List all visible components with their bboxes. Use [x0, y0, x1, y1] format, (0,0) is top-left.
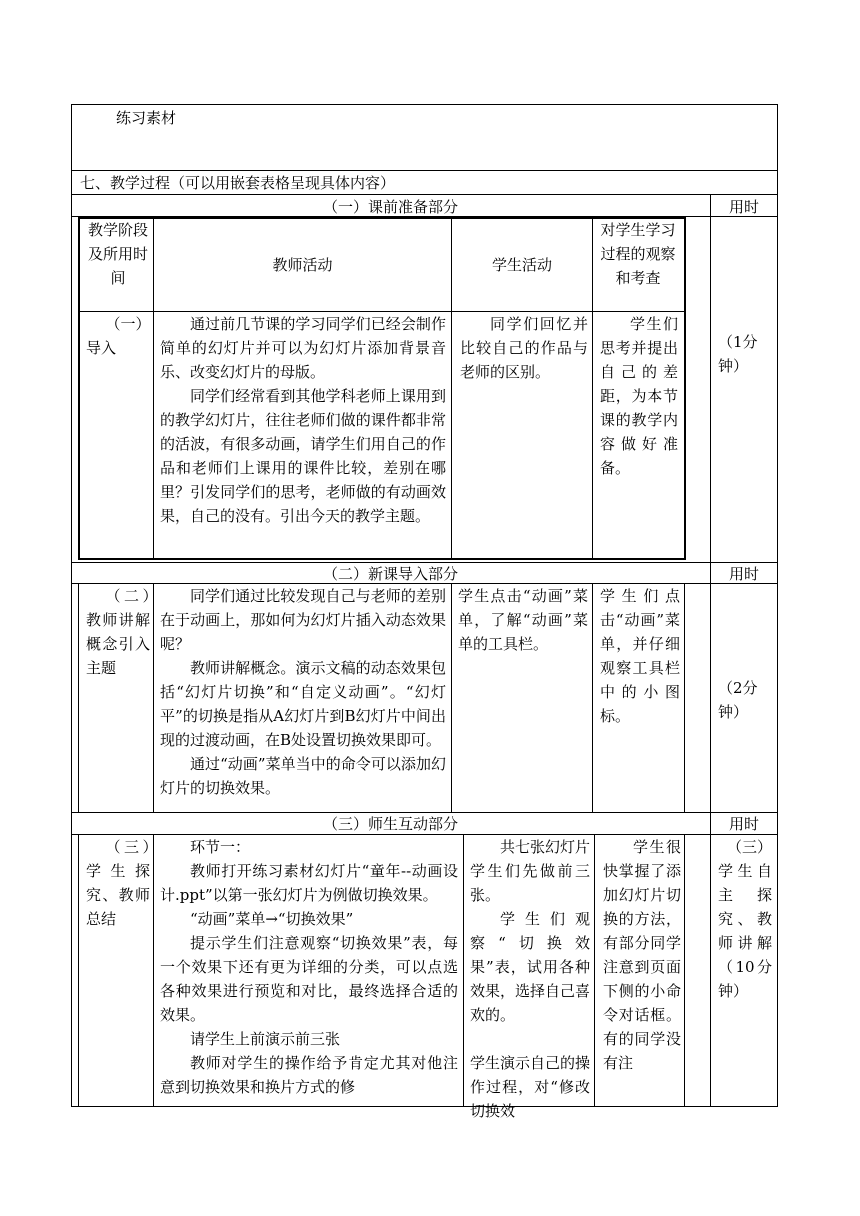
part3-student-para: 学生们观察“切换效果”表，试用各种效果，选择自己喜欢的。: [470, 910, 591, 1024]
part1-title: （一）课前准备部分: [322, 198, 458, 216]
part1-time: （1分钟）: [718, 333, 758, 375]
header-stage: 教学阶段及所用时间: [87, 221, 148, 287]
part2-time-label: 用时: [728, 565, 759, 583]
part2-time: （2分钟）: [718, 679, 758, 721]
part1-teacher: [160, 312, 446, 528]
part2-teacher-para: 教师讲解概念。演示文稿的动态效果包括“幻灯片切换”和“自定义动画”。“幻灯平”的切换是指从A幻灯片到B幻灯片中间出现的过渡动画，在B处设置切换效果即可。: [160, 659, 446, 749]
part3-observe: 学生很快掌握了添加幻灯片切换的方法，有部分同学注意到页面下侧的小命令对话框。有的同学没有注: [603, 838, 681, 1072]
part2-title: （二）新课导入部分: [322, 565, 458, 583]
part3-teacher-para: 教师打开练习素材幻灯片“童年--动画设计.ppt”以第一张幻灯片为例做切换效果。: [160, 862, 458, 904]
part3-student: [470, 835, 590, 1123]
part3-student-para: 学生演示自己的操作过程，对“修改切换效: [470, 1054, 591, 1120]
section-title: 七、教学过程（可以用嵌套表格呈现具体内容）: [80, 174, 396, 192]
part1-observe: 学生们思考并提出自己的差距，为本节课的教学内容做好准备。: [600, 315, 678, 477]
part3-teacher-para: 环节一：: [190, 838, 251, 856]
header-student: 学生活动: [491, 256, 552, 274]
part1-teacher-para: 通过前几节课的学习同学们已经会制作简单的幻灯片并可以为幻灯片添加背景音乐、改变幻灯片的母版。: [160, 315, 446, 381]
part2-teacher: [160, 584, 446, 800]
part2-observe: 学生们点击“动画”菜单，并仔细观察工具栏中的小图标。: [600, 587, 680, 725]
part2-stage: （二）教师讲解概念引入主题: [86, 587, 150, 677]
part2-teacher-para: 通过“动画”菜单当中的命令可以添加幻灯片的切换效果。: [160, 755, 446, 797]
part3-teacher: [160, 835, 458, 1099]
part3-time: （三）学生自主探究、教师讲解（10分钟）: [718, 838, 773, 1000]
part3-teacher-para: 教师对学生的操作给予肯定尤其对他注意到切换效果和换片方式的修: [160, 1054, 458, 1096]
part2-student: 学生点击“动画”菜单，了解“动画”菜单的工具栏。: [458, 587, 588, 653]
part1-student: 同学们回忆并比较自己的作品与老师的区别。: [460, 315, 588, 381]
materials-label: 练习素材: [116, 109, 177, 127]
part2-teacher-para: 同学们通过比较发现自己与老师的差别在于动画上，那如何为幻灯片插入动态效果呢？: [160, 587, 446, 653]
part3-title: （三）师生互动部分: [322, 815, 458, 833]
part3-teacher-para: “动画”菜单→“切换效果”: [190, 910, 354, 928]
part3-stage: （三）学生探究、教师总结: [86, 838, 150, 928]
part3-teacher-para: 请学生上前演示前三张: [190, 1030, 341, 1048]
part3-student-para: 共七张幻灯片学生们先做前三张。: [470, 838, 591, 904]
part3-time-label: 用时: [728, 815, 759, 833]
part1-time-label: 用时: [728, 198, 759, 216]
part3-teacher-para: 提示学生们注意观察“切换效果”表，每一个效果下还有更为详细的分类，可以点选各种效果进行预览和对比，最终选择合适的效果。: [160, 934, 458, 1024]
part1-stage: （一）导入: [86, 315, 144, 357]
header-observe: 对学生学习过程的观察和考查: [600, 221, 676, 287]
part1-teacher-para: 同学们经常看到其他学科老师上课用到的教学幻灯片，往往老师们做的课件都非常的活波，有很多动画，请学生们用自己的作品和老师们上课用的课件比较，差别在哪里？引发同学们的思考，老师做的有动画效果，自己的没有。引出今天的教学主题。: [160, 387, 446, 525]
header-teacher: 教师活动: [272, 256, 333, 274]
